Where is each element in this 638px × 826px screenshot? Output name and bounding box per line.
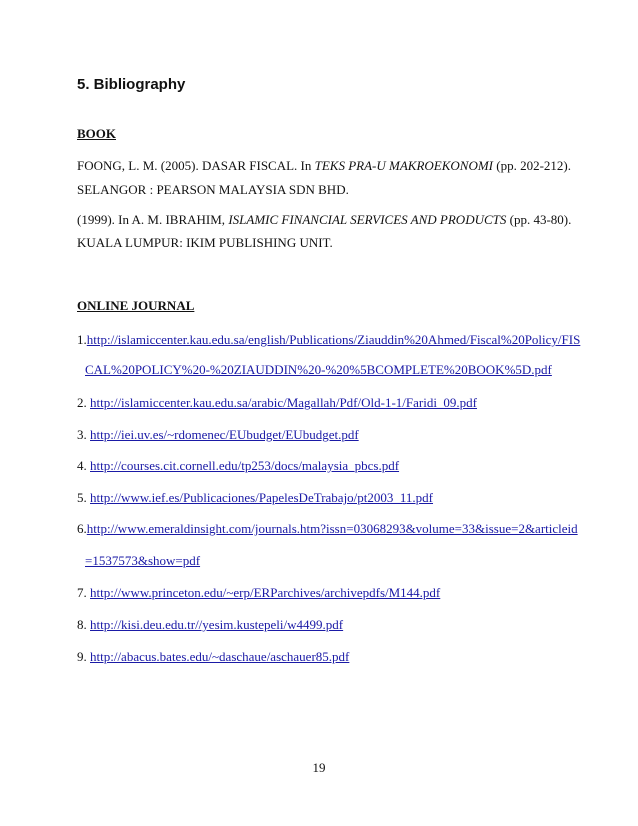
journal-item-1-cont bbox=[85, 362, 573, 378]
journal-link-9[interactable]: http://abacus.bates.edu/~daschaue/aschauer85.pdf bbox=[90, 649, 350, 664]
journal-item-5: 5. http://www.ief.es/Publicaciones/PapelesDeTrabajo/pt2003_11.pdf bbox=[77, 490, 434, 505]
journal-item-6: 6.http://www.emeraldinsight.com/journals.htm?issn=03068293&volume=33&issue=2&articleid bbox=[77, 521, 578, 536]
journal-link-7[interactable]: http://www.princeton.edu/~erp/ERParchives/archivepdfs/M144.pdf bbox=[90, 585, 441, 600]
page-number: 19 bbox=[312, 760, 326, 775]
journal-item-2: 2. http://islamiccenter.kau.edu.sa/arabic/Magallah/Pdf/Old-1-1/Faridi_09.pdf bbox=[77, 395, 478, 410]
journal-link-6[interactable]: http://www.emeraldinsight.com/journals.htm?issn=03068293&volume=33&issue=2&articleid bbox=[86, 521, 578, 536]
journal-link-1[interactable]: http://islamiccenter.kau.edu.sa/english/Publications/Ziauddin%20Ahmed/Fiscal%20Policy/FIS bbox=[86, 332, 581, 347]
journal-item-8: 8. http://kisi.deu.edu.tr//yesim.kustepeli/w4499.pdf bbox=[77, 617, 344, 632]
journal-link-1-cont[interactable]: CAL%20POLICY%20-%20ZIAUDDIN%20-%20%5BCOMPLETE%20BOOK%5D.pdf bbox=[85, 362, 552, 377]
journal-link-2[interactable]: http://islamiccenter.kau.edu.sa/arabic/Magallah/Pdf/Old-1-1/Faridi_09.pdf bbox=[90, 395, 478, 410]
journal-link-4[interactable]: http://courses.cit.cornell.edu/tp253/docs/malaysia_pbcs.pdf bbox=[90, 458, 400, 473]
journal-item-4: 4. http://courses.cit.cornell.edu/tp253/docs/malaysia_pbcs.pdf bbox=[77, 458, 400, 473]
journal-link-8[interactable]: http://kisi.deu.edu.tr//yesim.kustepeli/w4499.pdf bbox=[90, 617, 344, 632]
journal-link-5[interactable]: http://www.ief.es/Publicaciones/PapelesDeTrabajo/pt2003_11.pdf bbox=[90, 490, 434, 505]
journal-link-3[interactable]: http://iei.uv.es/~rdomenec/EUbudget/EUbudget.pdf bbox=[90, 427, 359, 442]
section-heading: 5. Bibliography bbox=[77, 76, 186, 93]
journal-link-6-cont[interactable]: =1537573&show=pdf bbox=[85, 553, 201, 568]
book-entry-2-line-1: (1999). In A. M. IBRAHIM, ISLAMIC FINANCIAL SERVICES AND PRODUCTS (pp. 43-80). bbox=[77, 212, 572, 227]
book-subheading: BOOK bbox=[77, 126, 117, 141]
journal-item-3: 3. http://iei.uv.es/~rdomenec/EUbudget/EUbudget.pdf bbox=[77, 427, 359, 442]
book-entry-2-line-2: KUALA LUMPUR: IKIM PUBLISHING UNIT. bbox=[77, 235, 333, 250]
journal-item-9: 9. http://abacus.bates.edu/~daschaue/aschauer85.pdf bbox=[77, 649, 350, 664]
online-journal-subheading: ONLINE JOURNAL bbox=[77, 298, 195, 313]
journal-item-1: 1.http://islamiccenter.kau.edu.sa/english/Publications/Ziauddin%20Ahmed/Fiscal%20Policy/FIS bbox=[77, 332, 581, 347]
journal-item-6-cont bbox=[85, 553, 573, 569]
journal-item-7: 7. http://www.princeton.edu/~erp/ERParchives/archivepdfs/M144.pdf bbox=[77, 585, 441, 600]
book-entry-1-line-1: FOONG, L. M. (2005). DASAR FISCAL. In TEKS PRA-U MAKROEKONOMI (pp. 202-212). bbox=[77, 158, 571, 173]
book-entry-1-line-2: SELANGOR : PEARSON MALAYSIA SDN BHD. bbox=[77, 182, 349, 197]
